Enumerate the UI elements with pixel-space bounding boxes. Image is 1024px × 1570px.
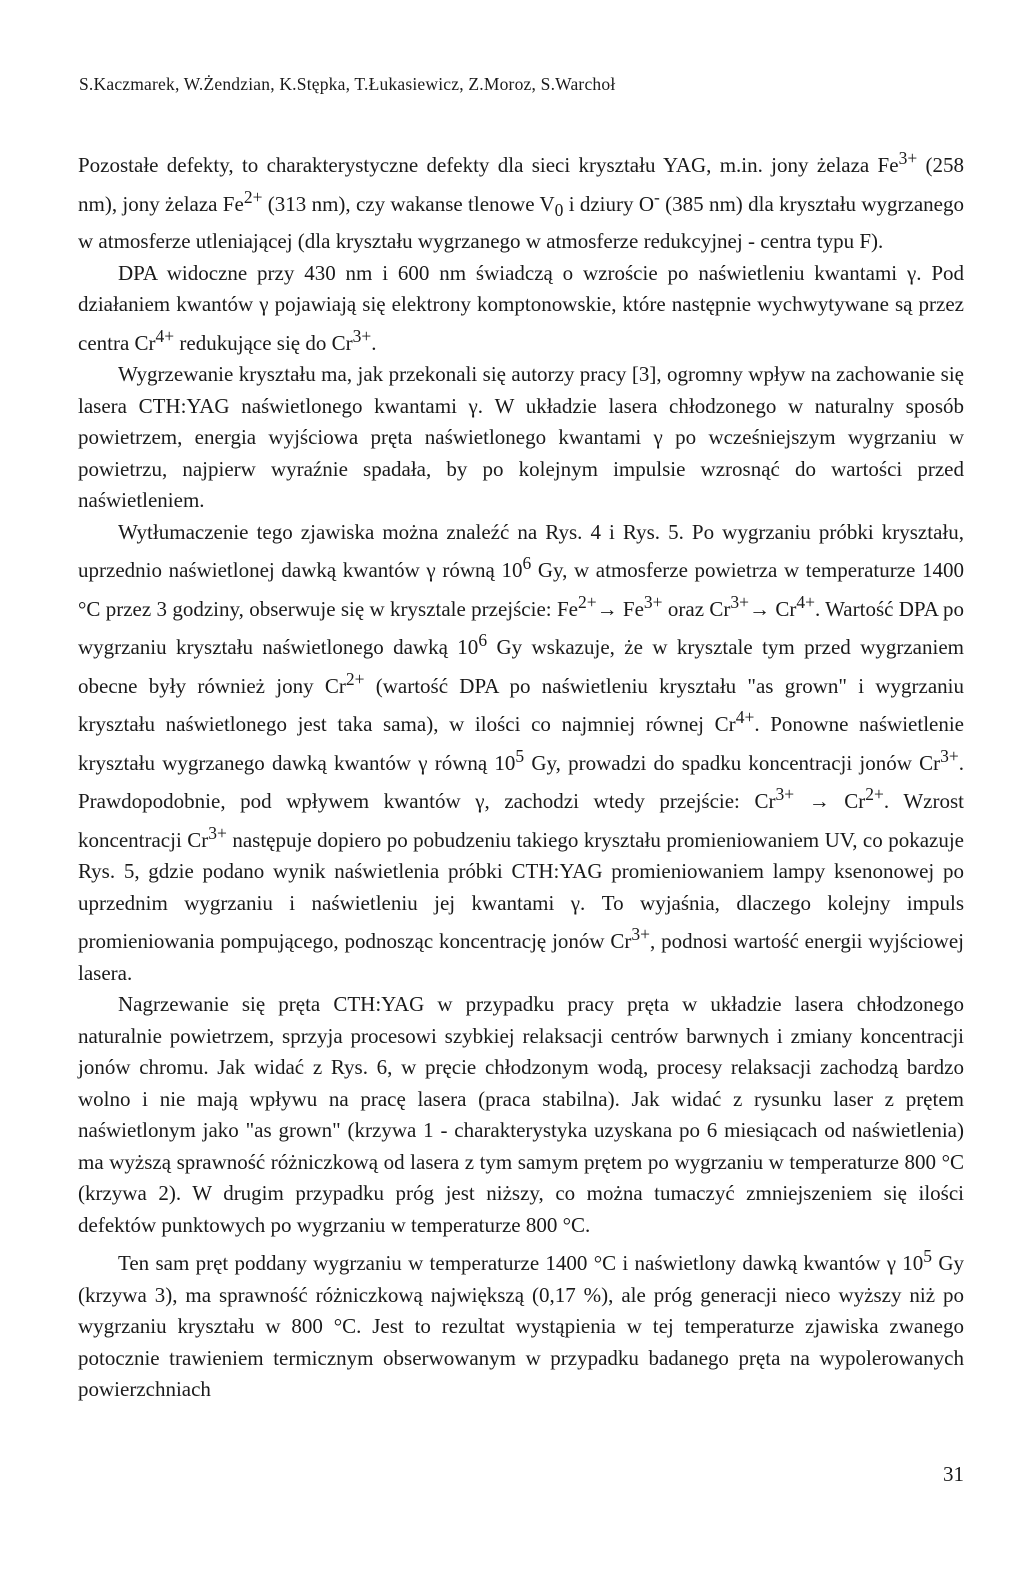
paragraph-6: Ten sam pręt poddany wygrzaniu w temperaturze 1400 °C i naświetlony dawką kwantów γ $10^5$ Gy (krzywa 3), ma sprawność różniczkową największą (0,17 %), ale próg generacji nieco wyższy niż po wygrzaniu kryształu w 800 °C. Jest to rezultat wystąpienia w tej temperaturze zjawiska zwanego potocznie trawieniem termicznym obserwowanym w przypadku badanego pręta na wypolerowanych powierzchniach [78, 1246, 964, 1402]
body-text [78, 143, 964, 1406]
paragraph-3: Wygrzewanie kryształu ma, jak przekonali się autorzy pracy [3], ogromny wpływ na zachowanie się lasera CTH:YAG naświetlonego kwantami γ. W układzie lasera chłodzonego w naturalny sposób powietrzem, energia wyjściowa pręta naświetlonego kwantami γ po wcześniejszym wygrzaniu w powietrzu, najpierw wyraźnie spadała, by po kolejnym impulsie wzrosnąć do wartości przed naświetleniem. [78, 362, 964, 513]
paragraph-1: Pozostałe defekty, to charakterystyczne defekty dla sieci kryształu YAG, m.in. jony żelaza $Fe^{3+}$ (258 nm), jony żelaza $Fe^{2+}$ (313 nm), czy wakanse tlenowe $V_0$ i dziury O- (385 nm) dla kryształu wygrzanego w atmosferze utleniającej (dla kryształu wygrzanego w atmosferze redukcyjnej - centra typu F). [78, 148, 964, 254]
paragraph-2: DPA widoczne przy 430 nm i 600 nm świadczą o wzroście po naświetleniu kwantami γ. Pod działaniem kwantów γ pojawiają się elektrony komptonowskie, które następnie wychwytywane są przez centra $Cr^{4+}$ redukujące się do $Cr^{3+}$. [78, 260, 964, 355]
page-number: 31 [943, 1462, 964, 1486]
paragraph-5: Nagrzewanie się pręta CTH:YAG w przypadku pracy pręta w układzie lasera chłodzonego naturalnie powietrzem, sprzyja procesowi szybkiej relaksacji centrów barwnych i zmiany koncentracji jonów chromu. Jak widać z Rys. 6, w pręcie chłodzonym wodą, procesy relaksacji zachodzą bardzo wolno i nie mają wpływu na pracę lasera (praca stabilna). Jak widać z rysunku laser z prętem naświetlonym jako "as grown" (krzywa 1 - charakterystyka uzyskana po 6 miesiącach od naświetlenia) ma wyższą sprawność różniczkową od lasera z tym samym prętem po wygrzaniu w temperaturze 800 °C (krzywa 2). W drugim przypadku próg jest niższy, co można tumaczyć zmniejszeniem się ilości defektów punktowych po wygrzaniu w temperaturze 800 °C. [78, 992, 964, 1237]
paragraph-4: Wytłumaczenie tego zjawiska można znaleźć na Rys. 4 i Rys. 5. Po wygrzaniu próbki kryształu, uprzednio naświetlonej dawką kwantów γ równą $10^6$ Gy, w atmosferze powietrza w temperaturze 1400 °C przez 3 godziny, obserwuje się w krysztale przejście: $Fe^{2+}\to Fe^{3+}$ oraz $Cr^{3+}\to Cr^{4+}$. Wartość DPA po wygrzaniu kryształu naświetlonego dawką $10^6$ Gy wskazuje, że w krysztale tym przed wygrzaniem obecne były również jony $Cr^{2+}$ (wartość DPA po naświetleniu kryształu "as grown" i wygrzaniu kryształu naświetlonego jest taka sama), w ilości co najmniej równej $Cr^{4+}$. Ponowne naświetlenie kryształu wygrzanego dawką kwantów γ równą $10^5$ Gy, prowadzi do spadku koncentracji jonów $Cr^{3+}$. Prawdopodobnie, pod wpływem kwantów γ, zachodzi wtedy przejście: $Cr^{3+} \to Cr^{2+}$. Wzrost koncentracji $Cr^{3+}$ następuje dopiero po pobudzeniu takiego kryształu promieniowaniem UV, co pokazuje Rys. 5, gdzie podano wynik naświetlenia próbki CTH:YAG promieniowaniem lampy ksenonowej po uprzednim wygrzaniu i naświetleniu jej kwantami γ. To wyjaśnia, dlaczego kolejny impuls promieniowania pompującego, podnosząc koncentrację jonów $Cr^{3+}$, podnosi wartość energii wyjściowej lasera. [78, 519, 965, 985]
running-header: S.Kaczmarek, W.Żendzian, K.Stępka, T.Łukasiewicz, Z.Moroz, S.Warchoł [79, 74, 616, 94]
